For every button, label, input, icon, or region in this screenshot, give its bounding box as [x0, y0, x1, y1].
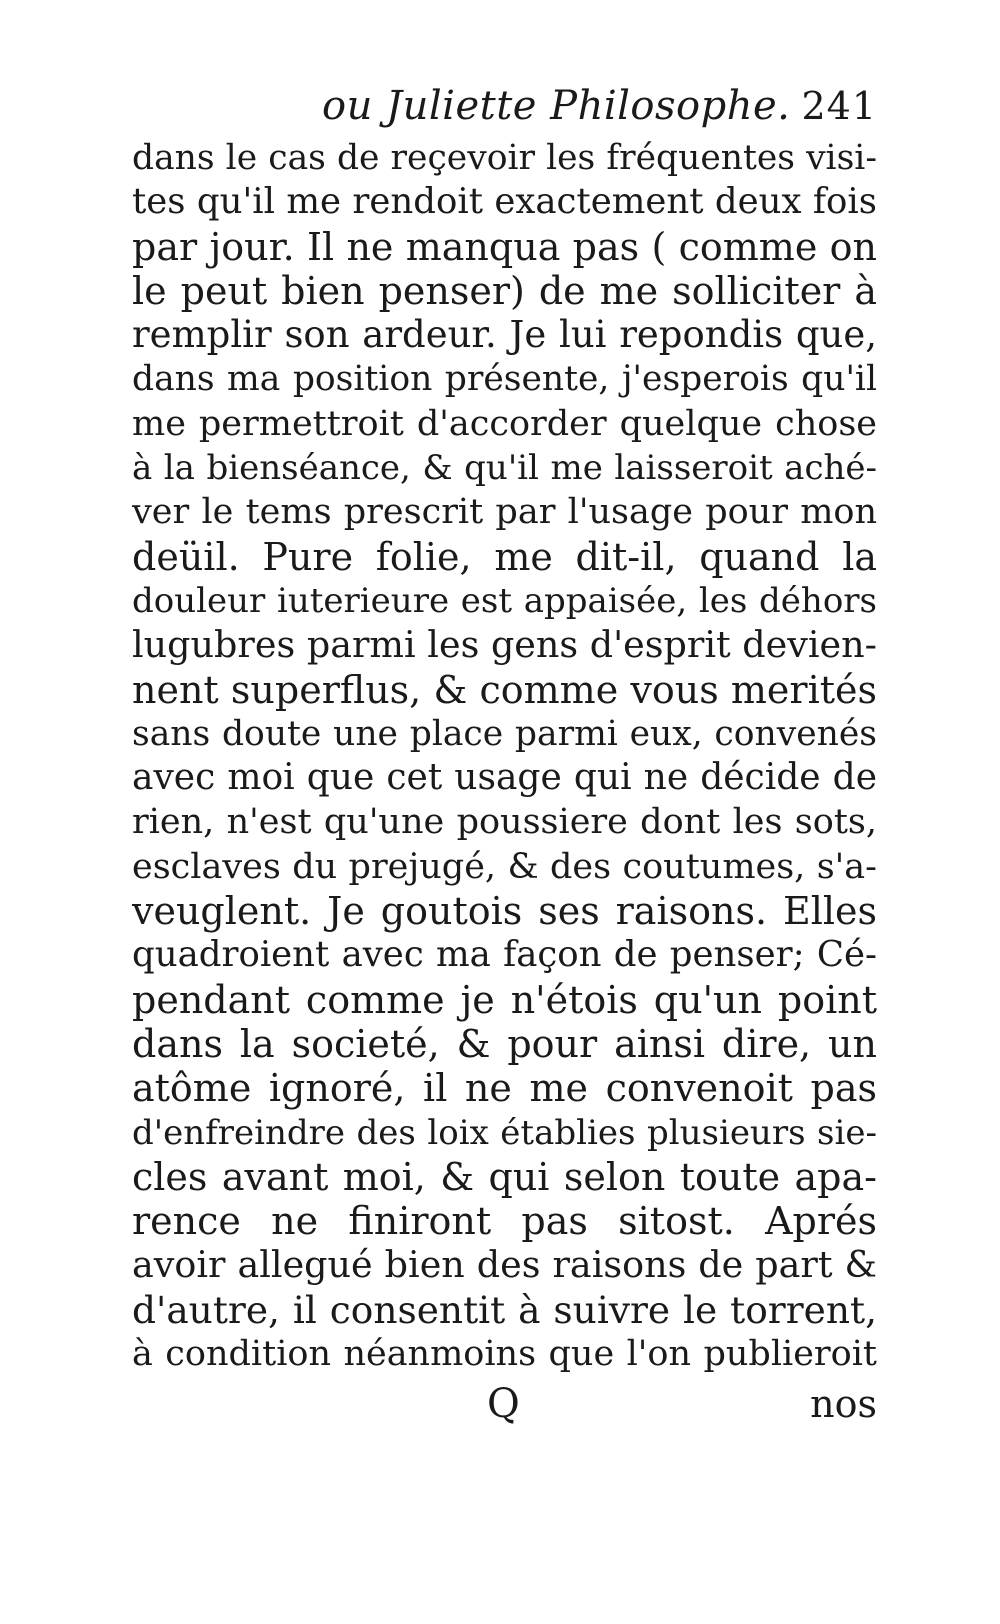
text-line: à condition néanmoins que l'on publieroit [132, 1334, 877, 1375]
catchword: nos [810, 1382, 877, 1426]
text-line: rence ne finiront pas sitost. Aprés [132, 1199, 877, 1244]
text-line: esclaves du prejugé, & des coutumes, s'a- [132, 846, 877, 887]
text-line: lugubres parmi les gens d'esprit devien- [132, 623, 877, 667]
text-line: ver le tems prescrit par l'usage pour mon [132, 492, 877, 533]
running-title: ou Juliette Philosophe. [322, 83, 791, 129]
running-head [132, 78, 877, 134]
text-line: veuglent. Je goutois ses raisons. Elles [132, 889, 877, 934]
text-line: avoir allegué bien des raisons de part & [132, 1243, 877, 1287]
text-line: par jour. Il ne manqua pas ( comme on [132, 224, 877, 269]
text-line: avec moi que cet usage qui ne décide de [132, 757, 877, 799]
text-line: deüil. Pure folie, me dit-il, quand la [132, 534, 877, 579]
text-line: sans doute une place parmi eux, convenés [132, 713, 877, 754]
text-line: d'autre, il consentit à suivre le torrent, [132, 1287, 877, 1332]
text-line: dans la societé, & pour ainsi dire, un [132, 1021, 877, 1066]
signature-mark: Q [487, 1381, 520, 1427]
text-line: pendant comme je n'étois qu'un point [132, 977, 877, 1022]
text-line: le peut bien penser) de me solliciter à [132, 268, 877, 313]
text-line: quadroient avec ma façon de penser; Cé- [132, 934, 877, 976]
text-line: douleur iuterieure est appaisée, les déhors [132, 580, 877, 621]
page-number: 241 [801, 84, 877, 128]
text-line: nent superflus, & comme vous merités [132, 667, 877, 712]
text-line: remplir son ardeur. Je lui repondis que, [132, 313, 877, 357]
text-line: à la bienséance, & qu'il me laisseroit aché- [132, 448, 877, 489]
text-line: dans le cas de reçevoir les fréquentes visi- [132, 138, 877, 178]
text-line: dans ma position présente, j'esperois qu'il [132, 359, 877, 400]
text-line: rien, n'est qu'une poussiere dont les sots, [132, 802, 877, 843]
page-footer [132, 1378, 877, 1430]
text-line: d'enfreindre des loix établies plusieurs sie- [132, 1112, 877, 1153]
text-line: me permettroit d'accorder quelque chose [132, 403, 877, 444]
text-line: atôme ignoré, il ne me convenoit pas [132, 1066, 877, 1111]
body-text [132, 136, 877, 1376]
text-line: tes qu'il me rendoit exactement deux fois [132, 181, 877, 223]
text-line: cles avant moi, & qui selon toute apa- [132, 1154, 877, 1199]
